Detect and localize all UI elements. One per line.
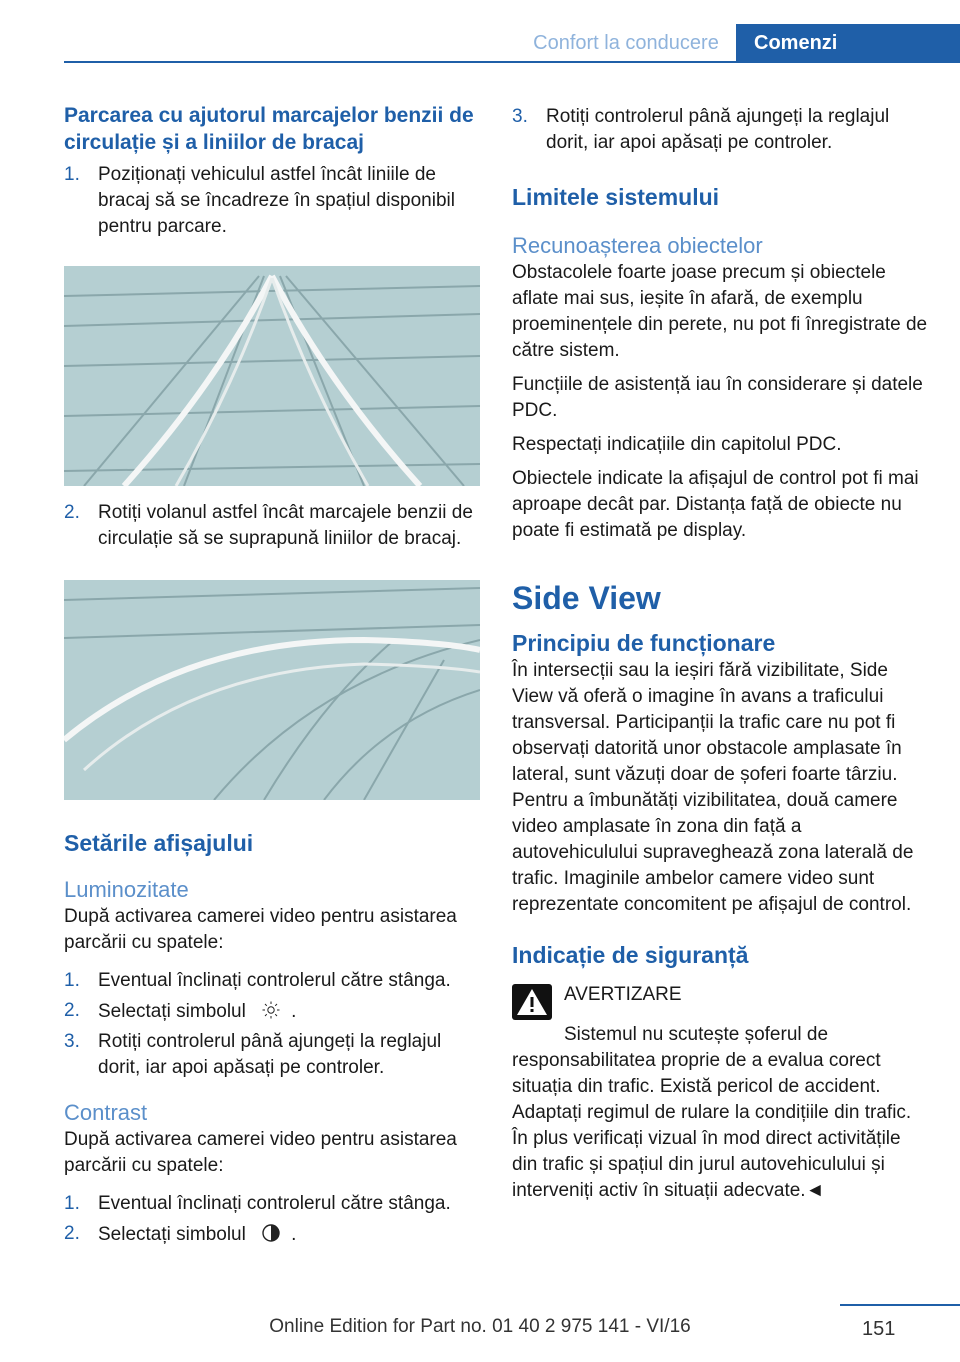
list-text: Rotiți volanul astfel încât marcajele benzii de circulație să se suprapună liniilor de bracaj. [98, 502, 473, 549]
figure-lane-markings-drawing [64, 580, 480, 800]
sun-icon [251, 998, 291, 1024]
list-text-pre: Selectați simbolul [98, 1001, 246, 1022]
list-item [64, 162, 482, 240]
footer-edition: Online Edition for Part no. 01 40 2 975 141 - VI/16 [269, 1316, 691, 1337]
paragraph: Respectați indicațiile din capitolul PDC. [512, 434, 842, 455]
list-contrast [64, 1191, 482, 1248]
page-number: 151 [862, 1318, 896, 1340]
list-number: 1. [64, 1193, 80, 1214]
list-number: 2. [64, 1000, 80, 1021]
list-text [98, 1221, 482, 1248]
list-text: Eventual înclinați controlerul către stânga. [98, 970, 451, 991]
list-brightness [64, 968, 482, 1081]
paragraph: Obstacolele foarte joase precum și obiectele aflate mai sus, ieșite în afară, de exemplu proeminențele din perete, nu pot fi înregistrate de către sistem. [512, 262, 928, 361]
list-text-pre: Selectați simbolul [98, 1224, 246, 1245]
list-text [98, 998, 482, 1025]
section-heading-limits: Limitele sistemului [512, 184, 720, 210]
list-item [64, 1191, 482, 1217]
list-item [64, 1221, 482, 1248]
right-column [512, 100, 930, 1204]
section-heading-display-settings: Setările afișajului [64, 830, 254, 856]
list-item [64, 1029, 482, 1081]
list-number: 1. [64, 970, 80, 991]
section-heading-parking: Parcarea cu ajutorul marcajelor benzii de circulație și a liniilor de bracaj [64, 104, 474, 154]
header-tab: Comenzi [736, 24, 960, 63]
warning-block [512, 982, 930, 1020]
page-number-rule [840, 1304, 960, 1306]
list-text: Poziționați vehiculul astfel încât liniile de bracaj să se încadreze în spațiul disponibil pentru parcare. [98, 164, 455, 237]
paragraph: În intersecții sau la ieșiri fără vizibilitate, Side View vă oferă o imagine în avans a traficului transversal. Participanții la trafic care nu pot fi observați datorită unor obstacole amplasate în lateral, sunt văzuți doar de șoferi foarte târziu. Pentru a îmbunătăți vizibilitatea, două camere video amplasate în zona din față a autovehiculului supraveghează zona laterală de trafic. Imaginile ambelor camere video sunt reprezentate concomitent pe afișajul de control. [512, 660, 914, 915]
list-number: 3. [64, 1031, 80, 1052]
list-number: 2. [64, 1223, 80, 1244]
figure-lane-markings [64, 580, 480, 800]
section-heading-safety: Indicație de siguranță [512, 942, 749, 968]
figure-turning-lines-drawing [64, 266, 480, 486]
list-number: 2. [64, 502, 80, 523]
list-item [64, 998, 482, 1025]
paragraph: Funcțiile de asistență iau în considerare și datele PDC. [512, 374, 923, 421]
paragraph: Obiectele indicate la afișajul de control pot fi mai aproape decât par. Distanța față de obiecte nu poate fi estimată pe display. [512, 468, 919, 541]
list-item [64, 500, 482, 552]
warning-triangle-icon [512, 984, 552, 1020]
list-text-post: . [291, 1224, 297, 1245]
list-number: 1. [64, 164, 80, 185]
figure-turning-lines [64, 266, 480, 486]
list-text-post: . [291, 1001, 297, 1022]
left-column [64, 100, 482, 1248]
subheading-object-recognition: Recunoașterea obiectelor [512, 233, 763, 258]
warning-heading: AVERTIZARE [564, 984, 682, 1005]
header-section-label: Confort la conducere [533, 32, 719, 54]
list-text: Rotiți controlerul până ajungeți la reglajul dorit, iar apoi apăsați pe controler. [546, 106, 890, 153]
chapter-heading-side-view: Side View [512, 580, 661, 616]
section-heading-principle: Principiu de funcționare [512, 630, 776, 656]
paragraph-contrast-intro: După activarea camerei video pentru asistarea parcării cu spatele: [64, 1129, 457, 1176]
list-item [64, 968, 482, 994]
contrast-icon [251, 1221, 291, 1247]
subheading-contrast: Contrast [64, 1100, 148, 1125]
list-number: 3. [512, 106, 528, 127]
list-text: Eventual înclinați controlerul către stânga. [98, 1193, 451, 1214]
list-text: Rotiți controlerul până ajungeți la reglajul dorit, iar apoi apăsați pe controler. [98, 1031, 442, 1078]
list-item [512, 104, 930, 156]
subheading-brightness: Luminozitate [64, 877, 189, 902]
warning-text: Sistemul nu scutește șoferul de responsabilitatea proprie de a evalua corect situația din trafic. Există pericol de accident. Adaptați regimul de rulare la condițiile din trafic. În plus verificați vizual în mod direct activitățile din trafic și spațiul din jurul autovehiculului și interveniți activ în situații adecvate.◄ [512, 1024, 912, 1201]
paragraph-brightness-intro: După activarea camerei video pentru asistarea parcării cu spatele: [64, 906, 457, 953]
